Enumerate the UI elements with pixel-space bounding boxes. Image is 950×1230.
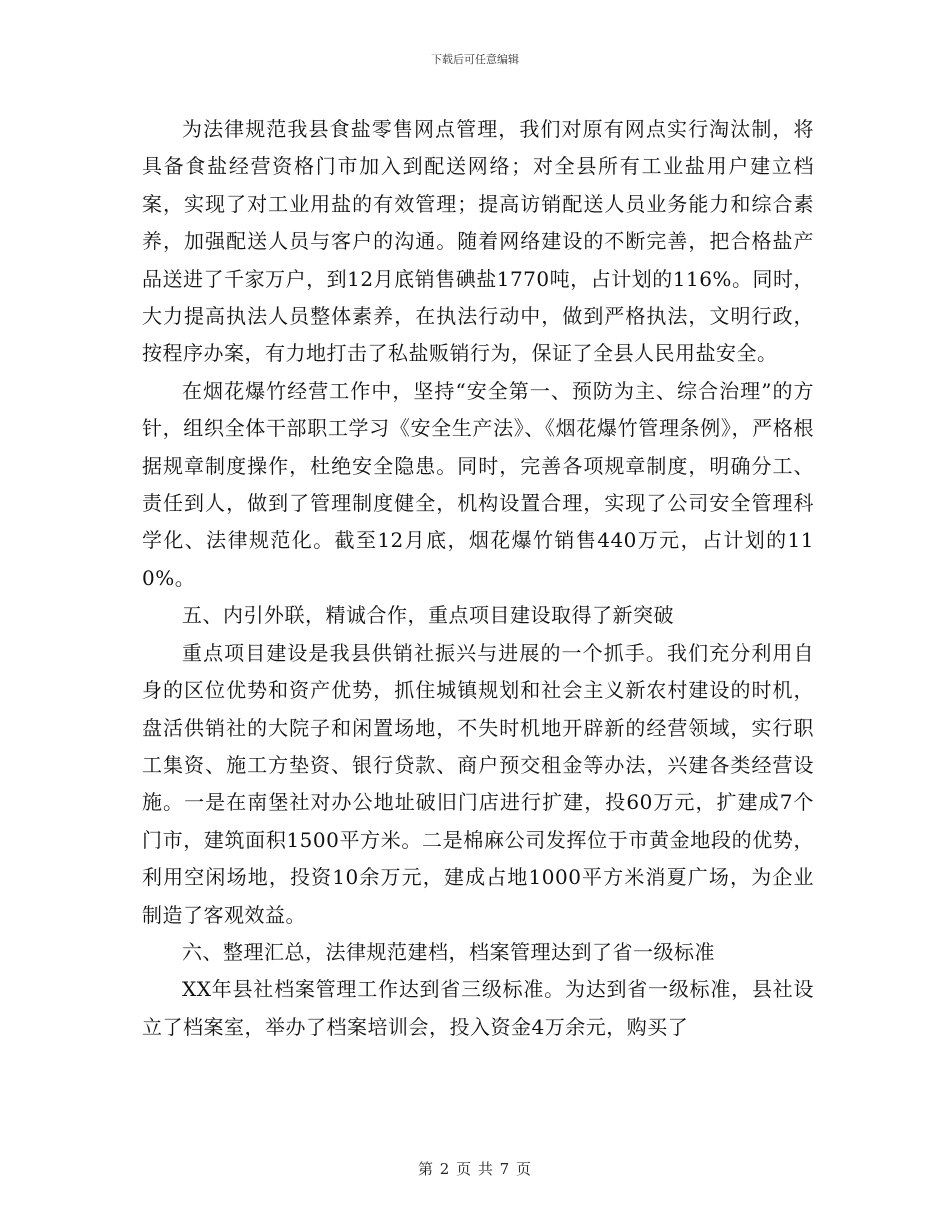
document-body bbox=[142, 111, 814, 1046]
paragraph-salt-retail: 为法律规范我县食盐零售网点管理，我们对原有网点实行淘汰制，将具备食盐经营资格门市加入到配送网络；对全县所有工业盐用户建立档案，实现了对工业用盐的有效管理；提高访销配送人员业务能力和综合素养，加强配送人员与客户的沟通。随着网络建设的不断完善，把合格盐产品送进了千家万户，到12月底销售碘盐1770吨，占计划的116%。同时，大力提高执法人员整体素养，在执法行动中，做到严格执法，文明行政，按程序办案，有力地打击了私盐贩销行为，保证了全县人民用盐安全。 bbox=[142, 117, 814, 366]
paragraph-archives: XX年县社档案管理工作达到省三级标准。为达到省一级标准，县社设立了档案室，举办了档案培训会，投入资金4万余元，购买了 bbox=[142, 977, 814, 1039]
page-number: 第 2 页 共 7 页 bbox=[418, 1160, 532, 1178]
section-heading-six: 六、整理汇总，法律规范建档，档案管理达到了省一级标准 bbox=[182, 939, 715, 964]
section-heading-five: 五、内引外联，精诚合作，重点项目建设取得了新突破 bbox=[182, 603, 674, 628]
page-header-note: 下载后可任意编辑 bbox=[431, 53, 519, 66]
paragraph-key-projects: 重点项目建设是我县供销社振兴与进展的一个抓手。我们充分利用自身的区位优势和资产优势，抓住城镇规划和社会主义新农村建设的时机，盘活供销社的大院子和闲置场地，不失时机地开辟新的经营领域，实行职工集资、施工方垫资、银行贷款、商户预交租金等办法，兴建各类经营设施。一是在南堡社对办公地址破旧门店进行扩建，投60万元，扩建成7个门市，建筑面积1500平方米。二是棉麻公司发挥位于市黄金地段的优势，利用空闲场地，投资10余万元，建成占地1000平方米消夏广场，为企业制造了客观效益。 bbox=[142, 640, 814, 927]
paragraph-fireworks: 在烟花爆竹经营工作中，坚持“安全第一、预防为主、综合治理”的方针，组织全体干部职工学习《安全生产法》、《烟花爆竹管理条例》，严格根据规章制度操作，杜绝安全隐患。同时，完善各项规章制度，明确分工、责任到人，做到了管理制度健全，机构设置合理，实现了公司安全管理科学化、法律规范化。截至12月底，烟花爆竹销售440万元，占计划的110%。 bbox=[142, 378, 814, 590]
